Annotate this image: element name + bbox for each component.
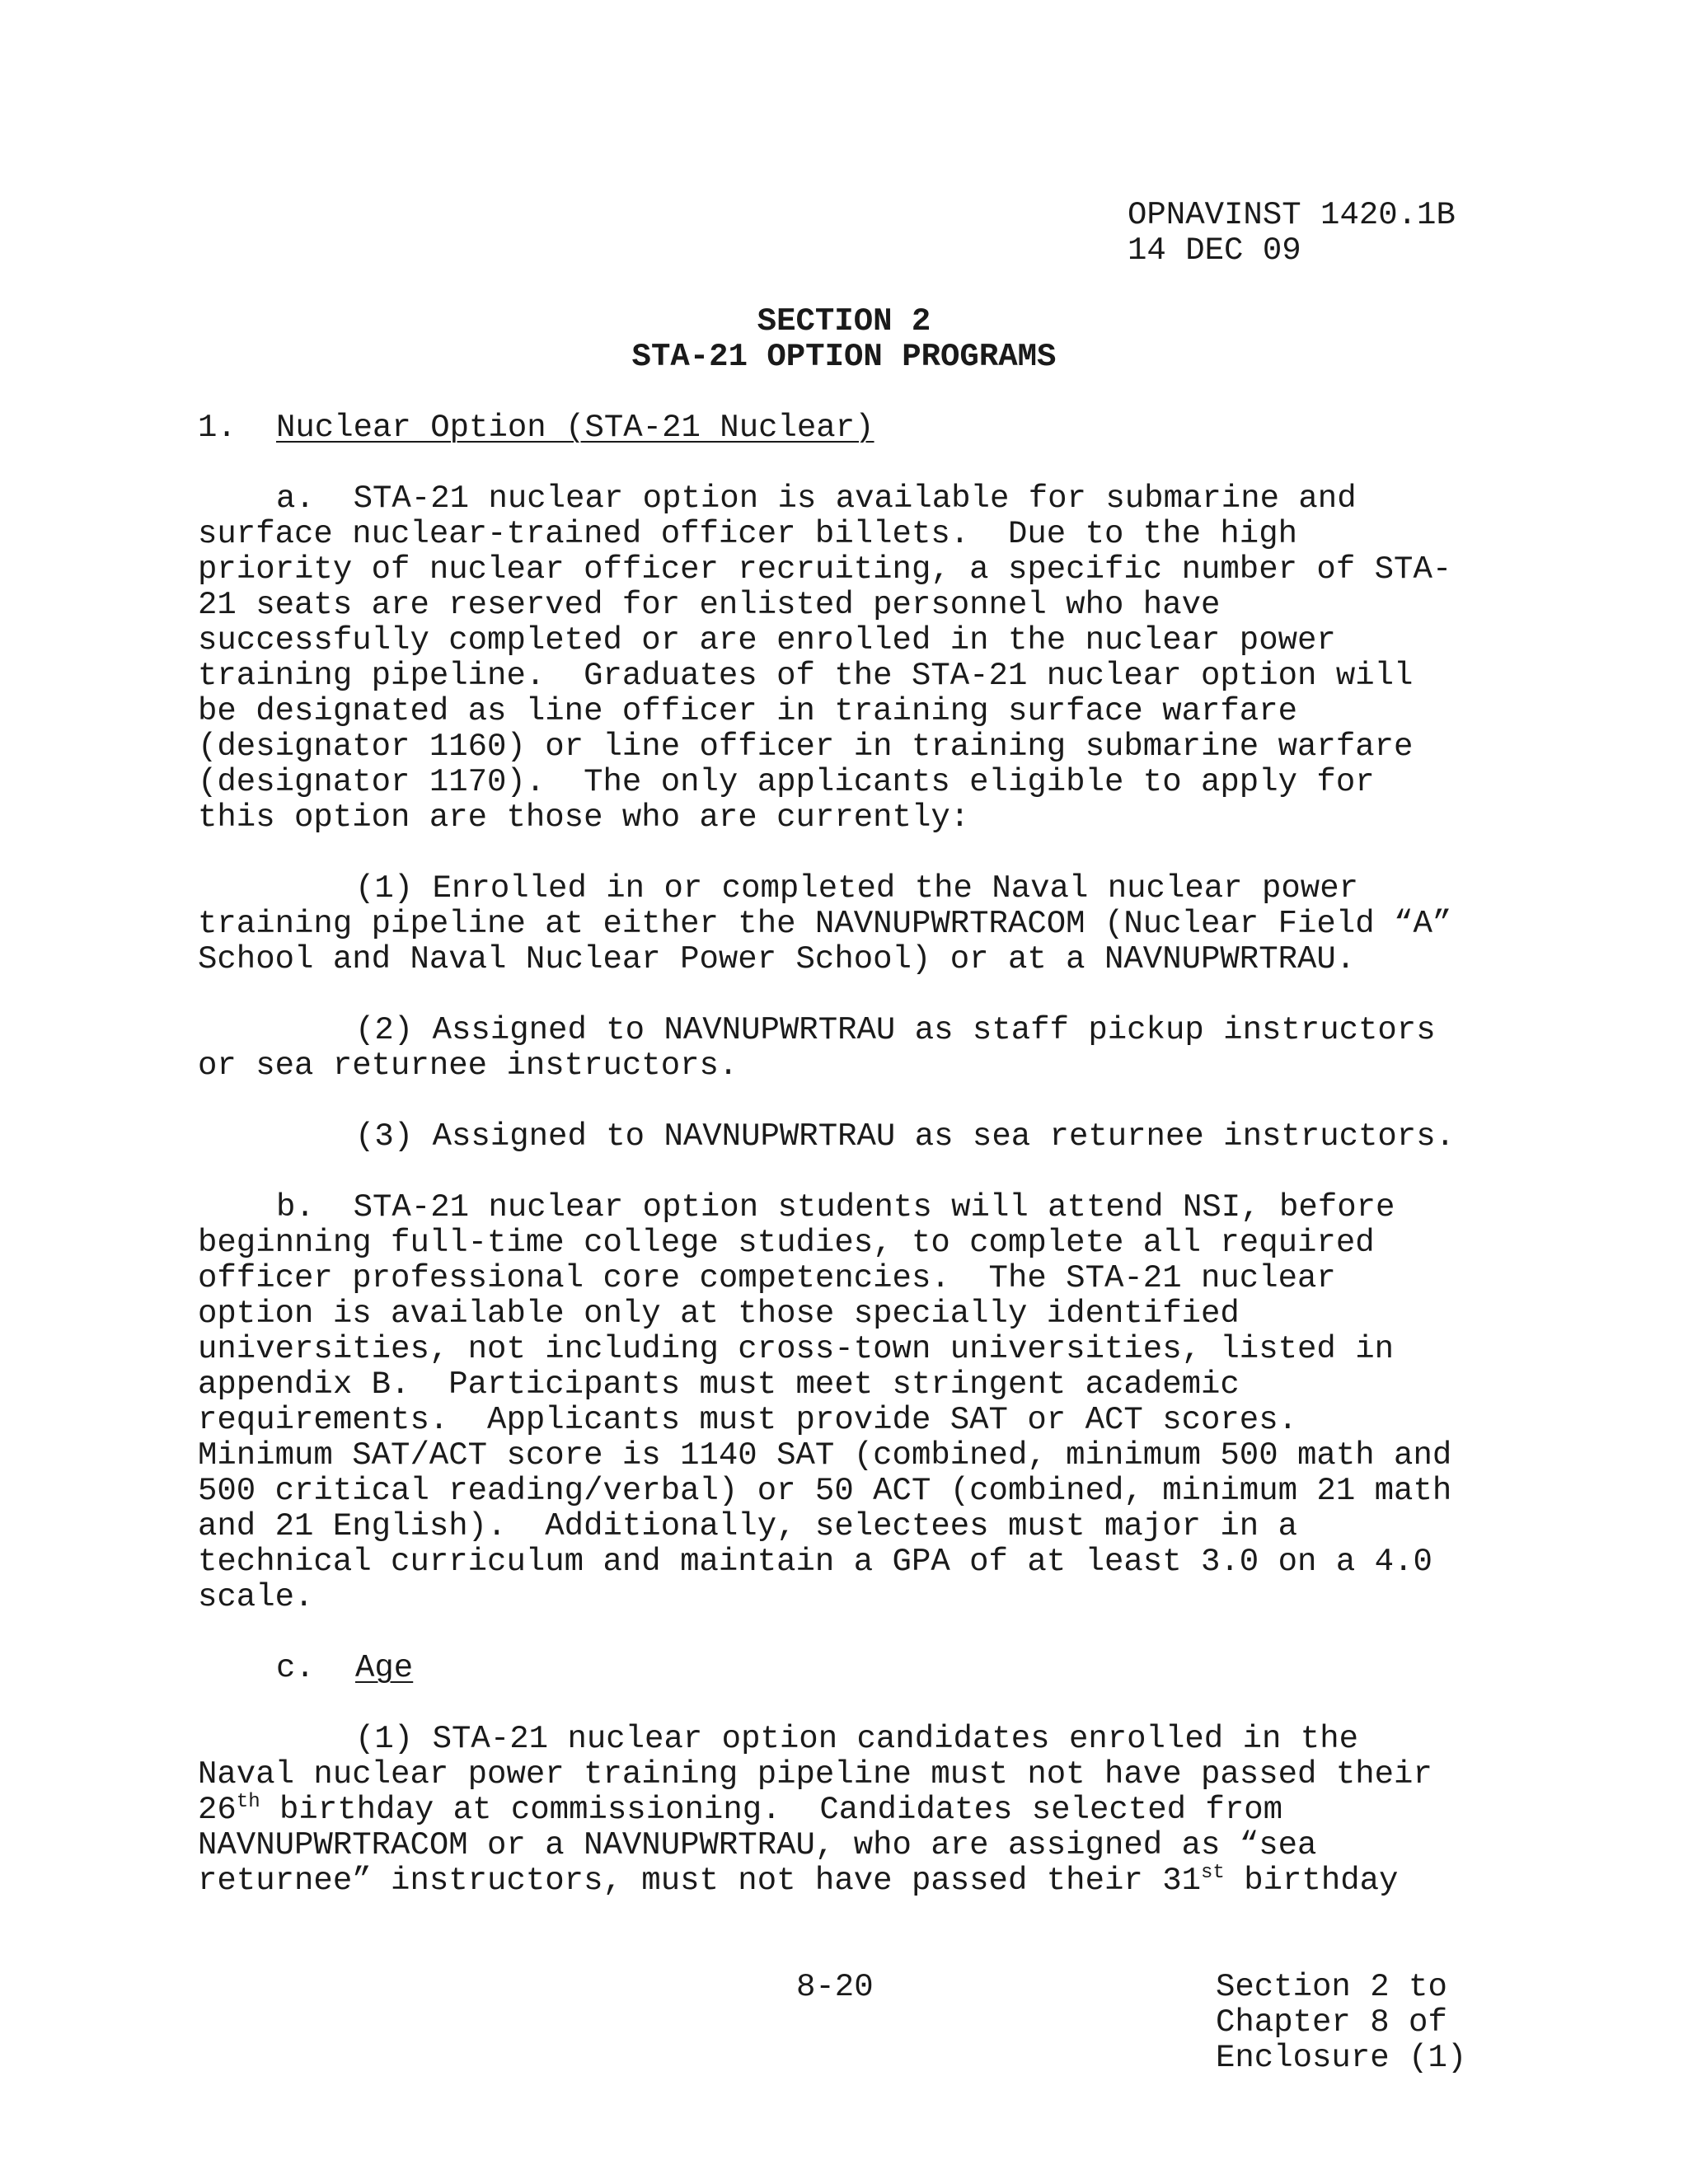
para-b-line: scale. <box>198 1579 314 1615</box>
sub-3-line: (3) Assigned to NAVNUPWRTRAU as sea returnee instructors. <box>355 1118 1456 1155</box>
age-1-line-text: birthday at commissioning. Candidates selected from <box>260 1792 1283 1828</box>
para-a-line: successfully completed or are enrolled in the nuclear power <box>198 622 1336 658</box>
para-b-line: appendix B. Participants must meet stringent academic <box>198 1366 1240 1403</box>
para-a-line: be designated as line officer in training surface warfare <box>198 693 1298 729</box>
para-b-line: b. STA-21 nuclear option students will attend NSI, before <box>276 1189 1395 1226</box>
para-b-line: beginning full-time college studies, to complete all required <box>198 1225 1375 1261</box>
page-number: 8-20 <box>796 1969 874 2005</box>
instruction-date: 14 DEC 09 <box>1128 232 1301 269</box>
age-1-line <box>198 1793 1282 1828</box>
para-a-line: training pipeline. Graduates of the STA-21 nuclear option will <box>198 658 1414 694</box>
enclosure-reference: Enclosure (1) <box>1216 2040 1467 2076</box>
para-a-line: (designator 1170). The only applicants eligible to apply for <box>198 764 1375 800</box>
sub-1-line: (1) Enrolled in or completed the Naval nuclear power <box>355 870 1358 907</box>
para-c-label: c. <box>276 1650 315 1686</box>
section-title: SECTION 2 <box>757 303 931 340</box>
para-a-line: 21 seats are reserved for enlisted personnel who have <box>198 587 1221 623</box>
section-heading: STA-21 OPTION PROGRAMS <box>631 339 1057 375</box>
age-1-line-text: returnee” instructors, must not have passed their 31 <box>198 1863 1201 1899</box>
sub-1-line: School and Naval Nuclear Power School) or at a NAVNUPWRTRAU. <box>198 941 1356 977</box>
age-1-line-text: birthday <box>1224 1863 1399 1899</box>
age-1-line: NAVNUPWRTRACOM or a NAVNUPWRTRAU, who are assigned as “sea <box>198 1827 1317 1863</box>
para-b-line: 500 critical reading/verbal) or 50 ACT (combined, minimum 21 math <box>198 1473 1452 1509</box>
para-b-line: Minimum SAT/ACT score is 1140 SAT (combined, minimum 500 math and <box>198 1437 1452 1474</box>
para-a-line: priority of nuclear officer recruiting, a specific number of STA- <box>198 551 1452 588</box>
para-c-heading: Age <box>355 1650 414 1686</box>
ordinal-suffix: st <box>1201 1862 1225 1884</box>
para-b-line: and 21 English). Additionally, selectees must major in a <box>198 1508 1298 1544</box>
ordinal-suffix: th <box>236 1791 260 1813</box>
para-a-line: surface nuclear-trained officer billets. Due to the high <box>198 516 1298 552</box>
para-b-line: officer professional core competencies. The STA-21 nuclear <box>198 1260 1336 1296</box>
sub-1-line: training pipeline at either the NAVNUPWRTRACOM (Nuclear Field “A” <box>198 906 1452 942</box>
para-b-line: requirements. Applicants must provide SAT or ACT scores. <box>198 1402 1298 1438</box>
para-b-line: technical curriculum and maintain a GPA of at least 3.0 on a 4.0 <box>198 1544 1432 1580</box>
para-a-line: (designator 1160) or line officer in training submarine warfare <box>198 729 1414 765</box>
sub-2-line: or sea returnee instructors. <box>198 1047 738 1084</box>
para-a-line: a. STA-21 nuclear option is available for submarine and <box>276 480 1357 517</box>
para-a-line: this option are those who are currently: <box>198 799 970 836</box>
age-1-line <box>198 1863 1398 1899</box>
instruction-number: OPNAVINST 1420.1B <box>1128 197 1456 233</box>
para-b-line: universities, not including cross-town universities, listed in <box>198 1331 1395 1367</box>
para-1-heading: Nuclear Option (STA-21 Nuclear) <box>276 410 874 446</box>
para-1-number: 1. <box>198 410 237 446</box>
age-1-line: Naval nuclear power training pipeline must not have passed their <box>198 1756 1432 1793</box>
sub-2-line: (2) Assigned to NAVNUPWRTRAU as staff pickup instructors <box>355 1012 1436 1048</box>
para-b-line: option is available only at those specially identified <box>198 1296 1240 1332</box>
enclosure-reference: Chapter 8 of <box>1216 2004 1447 2041</box>
age-1-line: (1) STA-21 nuclear option candidates enrolled in the <box>355 1721 1358 1757</box>
age-number: 26 <box>198 1792 237 1828</box>
enclosure-reference: Section 2 to <box>1216 1969 1447 2005</box>
